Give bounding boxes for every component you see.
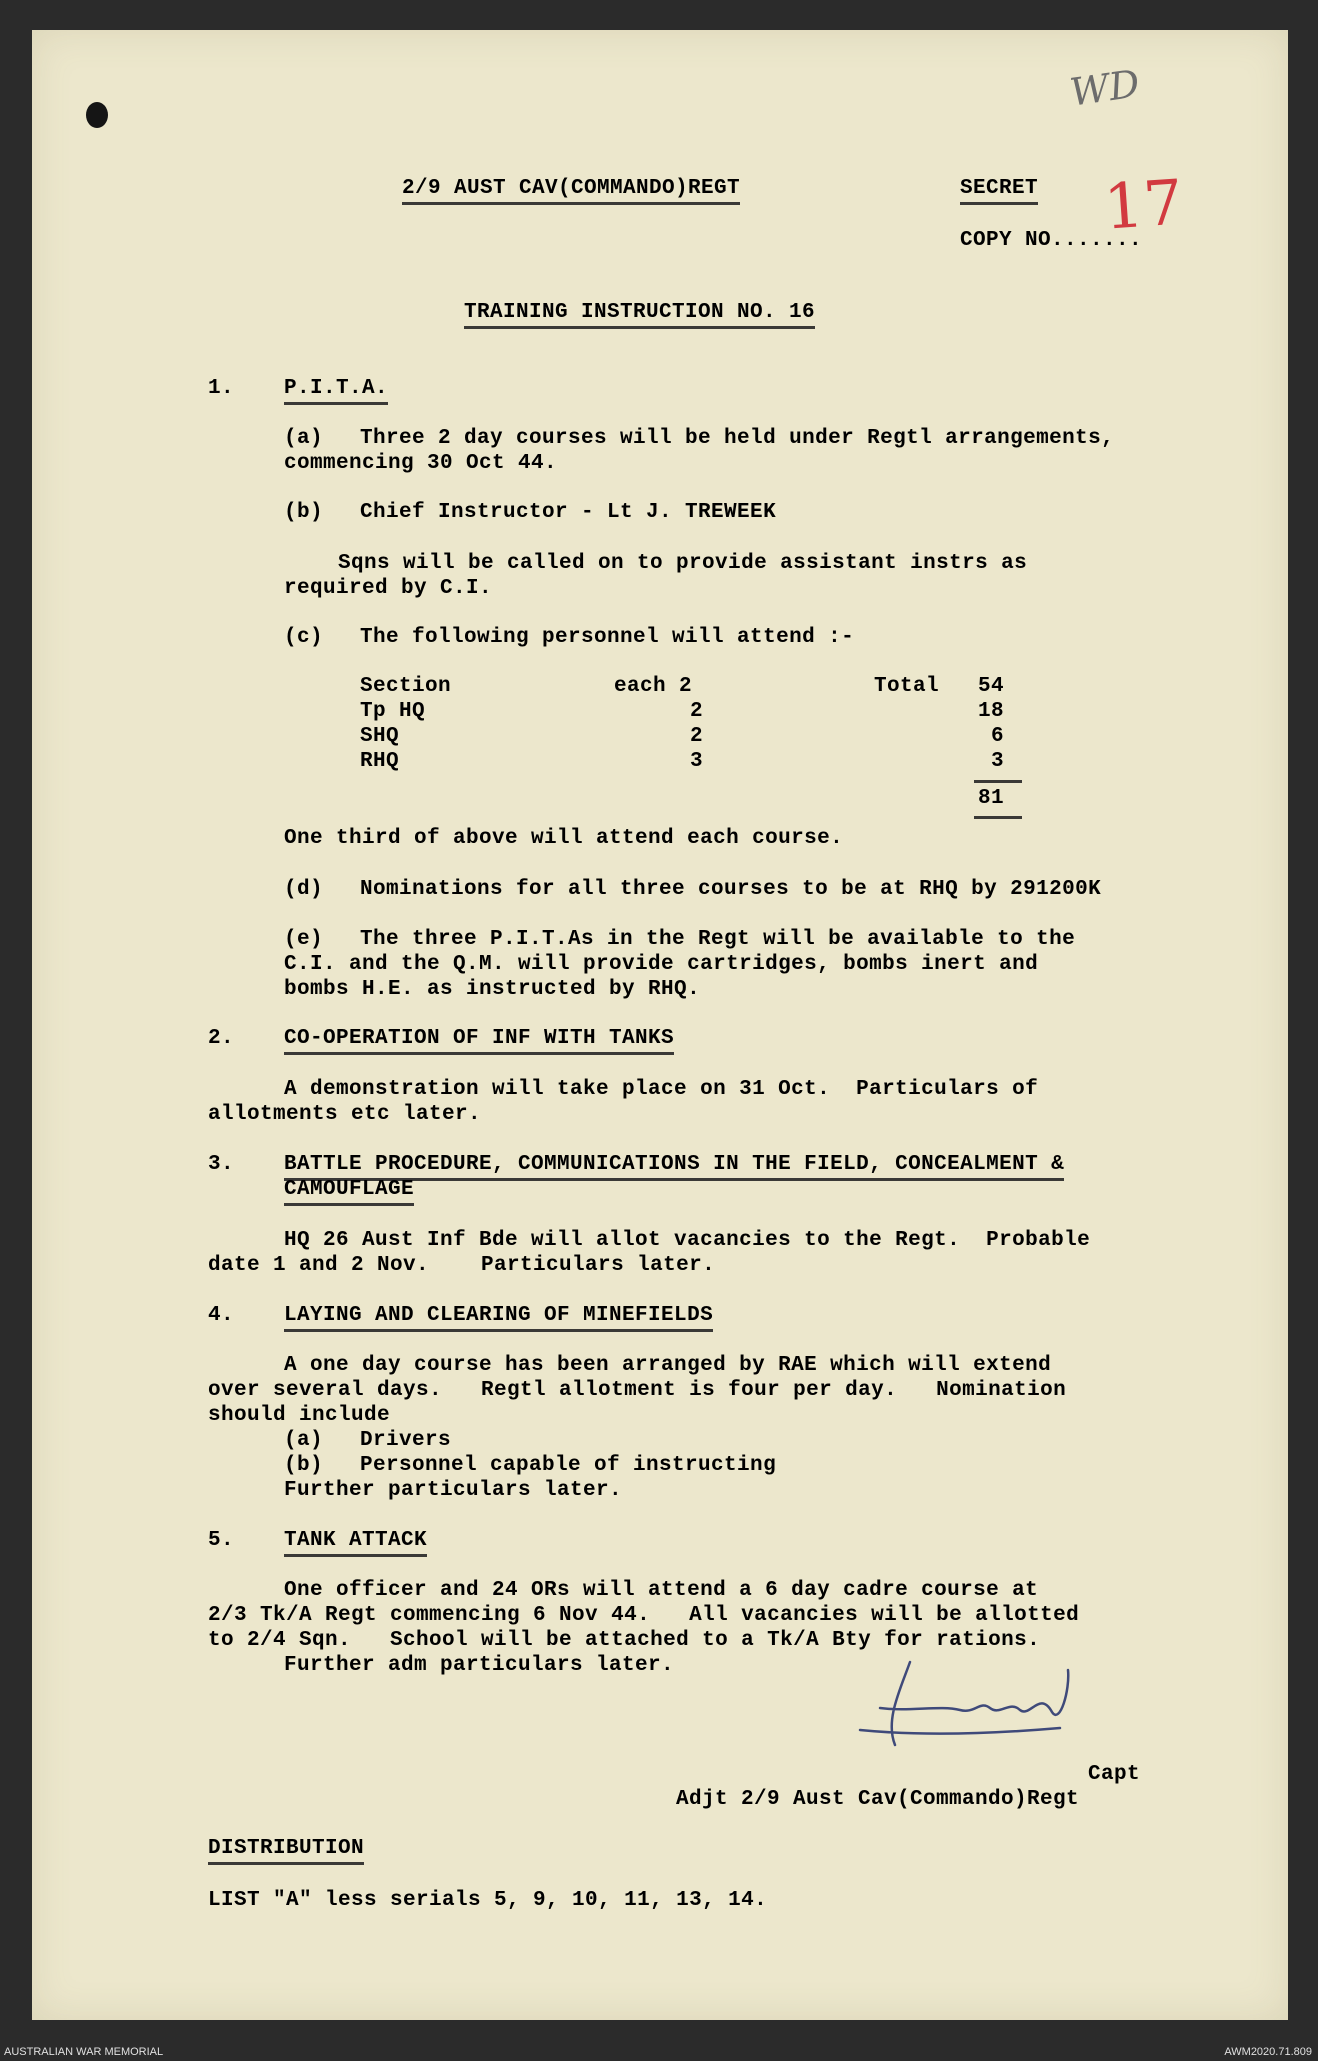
row-total: 18 xyxy=(978,700,1005,723)
s2-line2: allotments etc later. xyxy=(208,1103,482,1126)
section-4-heading: LAYING AND CLEARING OF MINEFIELDS xyxy=(284,1303,713,1332)
s1-d-label: (d) xyxy=(284,878,324,901)
s5-line1: One officer and 24 ORs will attend a 6 day cadre course at xyxy=(284,1579,1039,1602)
signature-appointment: Adjt 2/9 Aust Cav(Commando)Regt xyxy=(676,1788,1080,1811)
s1-e-line1: The three P.I.T.As in the Regt will be available to the xyxy=(360,928,1076,951)
section-3-heading-line1: BATTLE PROCEDURE, COMMUNICATIONS IN THE FIELD, CONCEALMENT & xyxy=(284,1152,1064,1181)
s3-line1: HQ 26 Aust Inf Bde will allot vacancies to the Regt. Probable xyxy=(284,1229,1091,1252)
handwritten-mark: WD xyxy=(1067,61,1143,115)
s4-a-text: Drivers xyxy=(360,1429,452,1452)
s1-d-text: Nominations for all three courses to be at RHQ by 291200K xyxy=(360,878,1102,901)
classification-label: SECRET xyxy=(960,176,1038,205)
s1-b-text: Chief Instructor - Lt J. TREWEEK xyxy=(360,501,777,524)
document-title: TRAINING INSTRUCTION NO. 16 xyxy=(464,300,815,329)
s1-note: One third of above will attend each course. xyxy=(284,827,844,850)
row-name: SHQ xyxy=(360,725,400,748)
row-each: 3 xyxy=(690,750,704,773)
s4-b-label: (b) xyxy=(284,1454,324,1477)
s4-line3: should include xyxy=(208,1404,391,1427)
s1-b-label: (b) xyxy=(284,501,324,524)
section-3-heading-line2: CAMOUFLAGE xyxy=(284,1177,414,1206)
s1-b-line1: Sqns will be called on to provide assistant instrs as xyxy=(338,552,1028,575)
row-total: 54 xyxy=(978,675,1005,698)
section-5-heading: TANK ATTACK xyxy=(284,1528,427,1557)
row-total: 3 xyxy=(991,750,1005,773)
s4-line4: Further particulars later. xyxy=(284,1479,623,1502)
copy-number-label: COPY NO....... xyxy=(960,229,1143,252)
s1-c-label: (c) xyxy=(284,626,324,649)
s1-a-line1: Three 2 day courses will be held under Regtl arrangements, xyxy=(360,427,1115,450)
section-2-number: 2. xyxy=(208,1027,235,1050)
s1-e-line3: bombs H.E. as instructed by RHQ. xyxy=(284,978,701,1001)
sum-rule-top xyxy=(974,780,1022,783)
s4-line1: A one day course has been arranged by RAE which will extend xyxy=(284,1354,1052,1377)
s1-a-label: (a) xyxy=(284,427,324,450)
s4-line2: over several days. Regtl allotment is four per day. Nomination xyxy=(208,1379,1067,1402)
row-total: 6 xyxy=(991,725,1005,748)
row-each: each 2 xyxy=(614,675,693,698)
handwritten-signature xyxy=(840,1650,1100,1760)
sum-rule-bottom xyxy=(974,816,1022,819)
s1-e-label: (e) xyxy=(284,928,324,951)
row-total-label: Total xyxy=(874,675,940,698)
s1-c-text: The following personnel will attend :- xyxy=(360,626,855,649)
unit-heading: 2/9 AUST CAV(COMMANDO)REGT xyxy=(402,176,740,205)
s3-line2: date 1 and 2 Nov. Particulars later. xyxy=(208,1254,716,1277)
row-name: RHQ xyxy=(360,750,400,773)
s1-a-line2: commencing 30 Oct 44. xyxy=(284,452,558,475)
copy-number-handwritten: 17 xyxy=(1101,165,1186,244)
s5-line3: to 2/4 Sqn. School will be attached to a Tk/A Bty for rations. xyxy=(208,1629,1041,1652)
archive-reference: AWM2020.71.809 xyxy=(1224,2046,1312,2058)
punch-hole xyxy=(86,102,108,128)
distribution-heading: DISTRIBUTION xyxy=(208,1836,364,1865)
row-each: 2 xyxy=(690,700,704,723)
s4-b-text: Personnel capable of instructing xyxy=(360,1454,777,1477)
distribution-text: LIST "A" less serials 5, 9, 10, 11, 13, 14. xyxy=(208,1889,768,1912)
section-5-number: 5. xyxy=(208,1529,235,1552)
row-name: Section xyxy=(360,675,452,698)
s1-b-line2: required by C.I. xyxy=(284,577,493,600)
s5-line2: 2/3 Tk/A Regt commencing 6 Nov 44. All vacancies will be allotted xyxy=(208,1604,1080,1627)
section-1-number: 1. xyxy=(208,377,235,400)
row-name: Tp HQ xyxy=(360,700,426,723)
section-3-number: 3. xyxy=(208,1153,235,1176)
row-each: 2 xyxy=(690,725,704,748)
s1-e-line2: C.I. and the Q.M. will provide cartridges, bombs inert and xyxy=(284,953,1039,976)
section-1-heading: P.I.T.A. xyxy=(284,376,388,405)
s4-a-label: (a) xyxy=(284,1429,324,1452)
table-sum: 81 xyxy=(978,787,1005,810)
section-4-number: 4. xyxy=(208,1304,235,1327)
archive-credit: AUSTRALIAN WAR MEMORIAL xyxy=(4,2046,164,2058)
section-2-heading: CO-OPERATION OF INF WITH TANKS xyxy=(284,1026,674,1055)
s5-line4: Further adm particulars later. xyxy=(284,1654,675,1677)
signature-rank: Capt xyxy=(1088,1763,1141,1786)
s2-line1: A demonstration will take place on 31 Oct. Particulars of xyxy=(284,1078,1039,1101)
